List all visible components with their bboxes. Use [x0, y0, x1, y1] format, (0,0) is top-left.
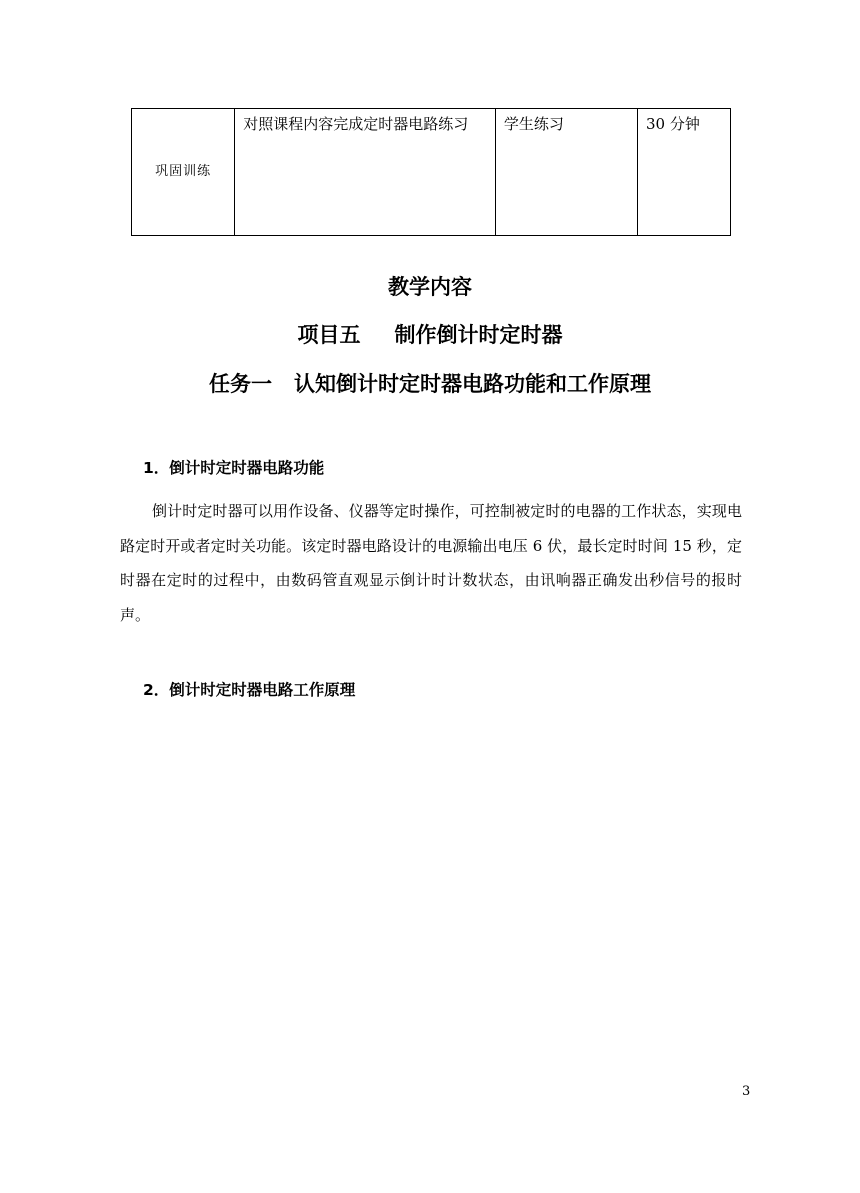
project-number: 项目五 [297, 323, 361, 347]
task-title [0, 368, 860, 398]
content-cell: 对照课程内容完成定时器电路练习 [235, 109, 496, 236]
principle-heading: 2．倒计时定时器电路工作原理 [143, 681, 356, 699]
phase-cell: 巩固训练 [132, 109, 235, 236]
function-paragraph: 倒计时定时器可以用作设备、仪器等定时操作，可控制被定时的电器的工作状态，实现电路定时开或者定时关功能。该定时器电路设计的电源输出电压 6 伏，最长定时时间 15 秒，定时器在定时的过程中，由数码管直观显示倒计时计数状态，由讯响器正确发出秒信号的报时声。 [120, 502, 742, 624]
function-heading: 1．倒计时定时器电路功能 [143, 459, 325, 477]
section-title [0, 271, 860, 301]
activity-cell: 学生练习 [495, 109, 637, 236]
task-number: 任务一 [209, 372, 272, 396]
table-row [132, 109, 731, 236]
task-name: 认知倒计时定时器电路功能和工作原理 [294, 372, 651, 396]
lesson-plan-table [131, 108, 731, 236]
section-title-text: 教学内容 [388, 275, 472, 299]
time-cell: 30 分钟 [637, 109, 730, 236]
page-number: 3 [742, 1084, 751, 1099]
project-name: 制作倒计时定时器 [394, 323, 563, 347]
project-title [0, 319, 860, 349]
